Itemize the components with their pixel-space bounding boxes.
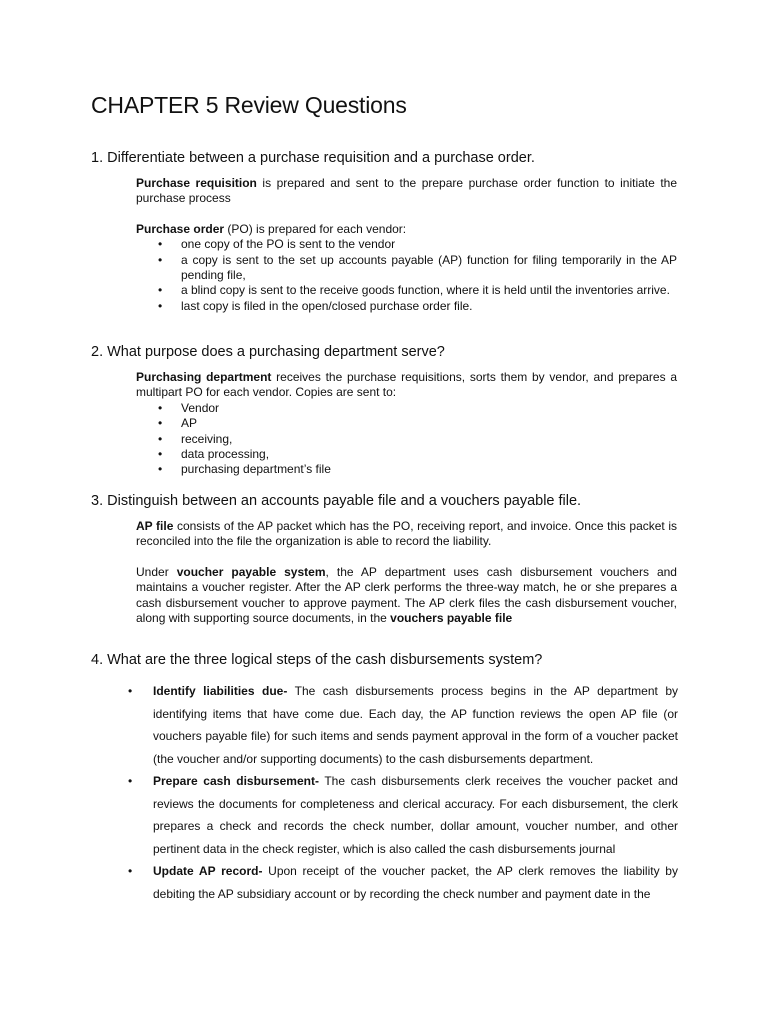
step-text: The cash disbursements clerk receives the voucher packet and reviews the documents for completeness and clerical accuracy. For each disbursement, the clerk prepares a check and records the check number, dollar amount, voucher number, and other pertinent data in the check register, which is also called the cash disbursements journal bbox=[153, 774, 678, 856]
step-term: Prepare cash disbursement- bbox=[153, 774, 319, 788]
list-item bbox=[128, 770, 678, 860]
term: voucher payable system bbox=[176, 564, 326, 579]
term: AP file bbox=[136, 519, 174, 533]
list-item: • a blind copy is sent to the receive goods function, where it is held until the inventories arrive. bbox=[136, 283, 677, 298]
answer-4 bbox=[128, 680, 678, 905]
answer-1 bbox=[136, 176, 677, 314]
term: Purchase requisition bbox=[136, 176, 257, 190]
definition-text: , the AP department uses cash disbursement vouchers and maintains a voucher register. After the AP clerk performs the three-way match, he or she prepares a cash disbursement voucher to approve payment. The AP clerk files the cash disbursement voucher, along with supporting source documents, in the bbox=[136, 564, 677, 626]
list-item: • receiving, bbox=[136, 432, 677, 447]
definition-text: receives the purchase requisitions, sorts them by vendor, and prepares a multipart PO for each vendor. Copies are sent to: bbox=[136, 370, 678, 400]
question-2: 2. What purpose does a purchasing department serve? bbox=[91, 344, 445, 360]
term: vouchers payable file bbox=[390, 611, 513, 626]
list-item bbox=[128, 860, 678, 905]
list-item: • purchasing department’s file bbox=[136, 462, 677, 477]
voucher-system-paragraph bbox=[136, 565, 677, 627]
list-item: • Vendor bbox=[136, 401, 677, 416]
step-text: The cash disbursements process begins in the AP department by identifying items that have come due. Each day, the AP function reviews the open AP file (or vouchers payable file) for such items and sends payment approval in the form of a voucher packet (the voucher and/or supporting documents) to the cash disbursements department. bbox=[153, 684, 678, 766]
step-term: Identify liabilities due- bbox=[153, 684, 288, 698]
purchasing-department-paragraph bbox=[136, 370, 677, 401]
definition-text: is prepared and sent to the prepare purchase order function to initiate the purchase process bbox=[136, 176, 677, 206]
list-item: • one copy of the PO is sent to the vendor bbox=[136, 237, 677, 252]
list-item: • last copy is filed in the open/closed purchase order file. bbox=[136, 299, 677, 314]
page-title: CHAPTER 5 Review Questions bbox=[91, 92, 407, 118]
copies-list bbox=[136, 401, 677, 478]
ap-file-paragraph bbox=[136, 519, 677, 550]
step-term: Update AP record- bbox=[153, 864, 263, 878]
definition-text: consists of the AP packet which has the PO, receiving report, and invoice. Once this packet is reconciled into the file the organization is able to record the liability. bbox=[136, 519, 677, 549]
step-text: Upon receipt of the voucher packet, the AP clerk removes the liability by debiting the AP subsidiary account or by recording the check number and payment date in the bbox=[153, 864, 678, 901]
answer-3 bbox=[136, 519, 677, 626]
question-1: 1. Differentiate between a purchase requisition and a purchase order. bbox=[91, 150, 535, 166]
list-item: • AP bbox=[136, 416, 677, 431]
steps-list bbox=[128, 680, 678, 905]
question-4: 4. What are the three logical steps of the cash disbursements system? bbox=[91, 652, 543, 668]
intro-text: Under bbox=[136, 564, 177, 579]
po-copies-list bbox=[136, 237, 677, 314]
question-3: 3. Distinguish between an accounts payable file and a vouchers payable file. bbox=[91, 493, 582, 509]
list-item bbox=[128, 680, 678, 770]
purchase-order-paragraph bbox=[136, 222, 677, 237]
answer-2 bbox=[136, 370, 677, 478]
list-item: • data processing, bbox=[136, 447, 677, 462]
term: Purchasing department bbox=[136, 370, 272, 384]
definition-text: (PO) is prepared for each vendor: bbox=[224, 221, 407, 236]
list-item: • a copy is sent to the set up accounts payable (AP) function for filing temporarily in the AP pending file, bbox=[136, 253, 677, 284]
term: Purchase order bbox=[136, 221, 225, 236]
purchase-requisition-paragraph bbox=[136, 176, 677, 207]
